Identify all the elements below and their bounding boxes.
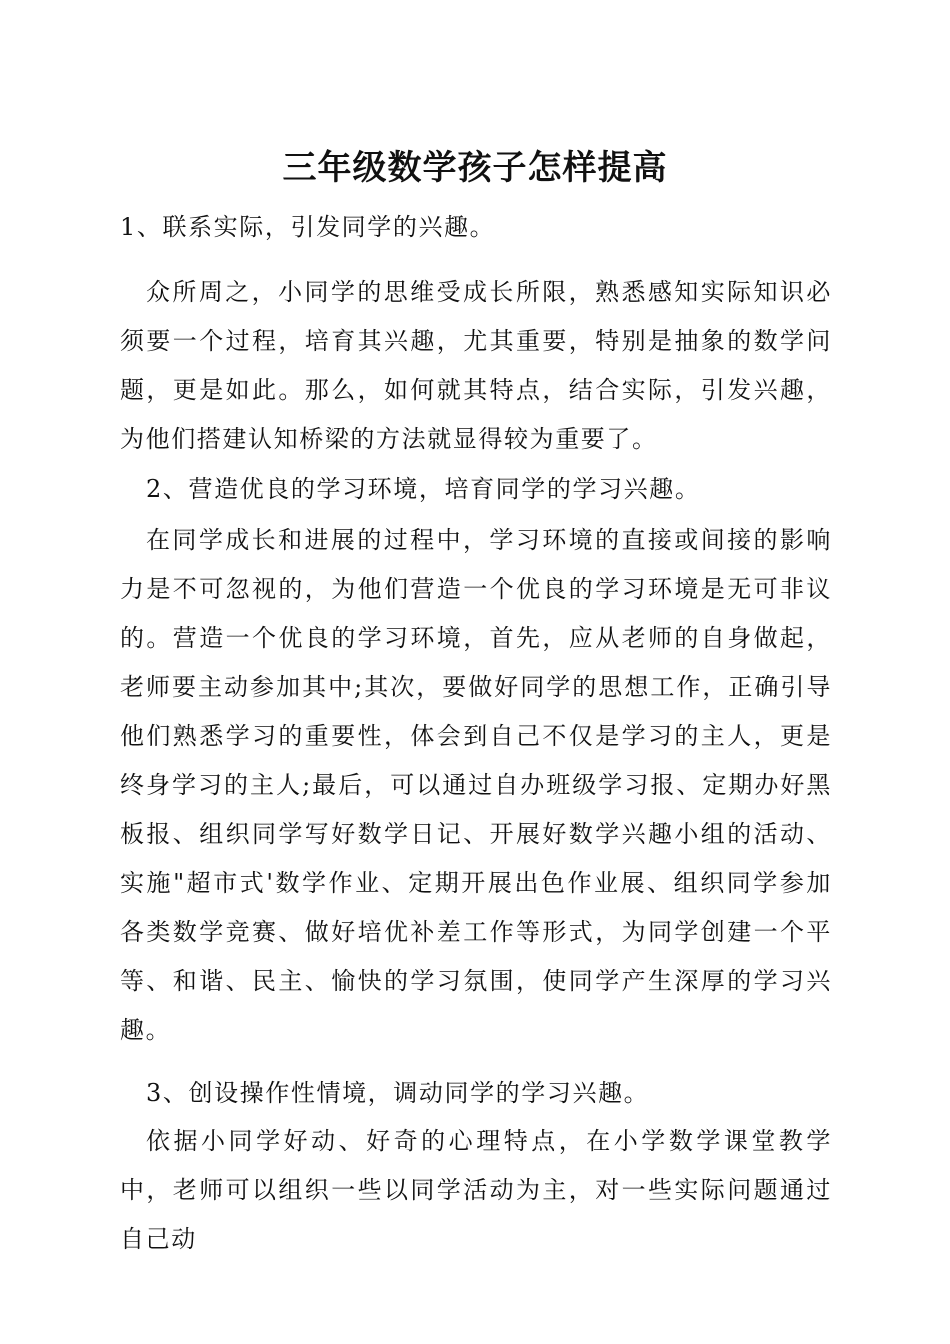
paragraph-body-2: 在同学成长和进展的过程中，学习环境的直接或间接的影响力是不可忽视的，为他们营造一个优良的学习环境是无可非议的。营造一个优良的学习环境，首先，应从老师的自身做起，老师要主动参加其中;其次，要做好同学的思想工作，正确引导他们熟悉学习的重要性，体会到自己不仅是学习的主人，更是终身学习的主人;最后，可以通过自办班级学习报、定期办好黑板报、组织同学写好数学日记、开展好数学兴趣小组的活动、实施"超市式'数学作业、定期开展出色作业展、组织同学参加各类数学竞赛、做好培优补差工作等形式，为同学创建一个平等、和谐、民主、愉快的学习氛围，使同学产生深厚的学习兴趣。 [120,526,832,1044]
paragraph-heading-2: 2、营造优良的学习环境，培育同学的学习兴趣。 [146,475,701,503]
document-title: 三年级数学孩子怎样提高 [282,148,668,188]
paragraph-body-3: 依据小同学好动、好奇的心理特点，在小学数学课堂教学中，老师可以组织一些以同学活动为主，对一些实际问题通过自己动 [120,1127,832,1253]
paragraph-heading-1: 1、联系实际，引发同学的兴趣。 [120,213,496,241]
paragraph-heading-3: 3、创设操作性情境，调动同学的学习兴趣。 [146,1079,650,1107]
paragraph-body-1: 众所周之，小同学的思维受成长所限，熟悉感知实际知识必须要一个过程，培育其兴趣，尤其重要，特别是抽象的数学问题，更是如此。那么，如何就其特点，结合实际，引发兴趣，为他们搭建认知桥梁的方法就显得较为重要了。 [120,278,832,453]
